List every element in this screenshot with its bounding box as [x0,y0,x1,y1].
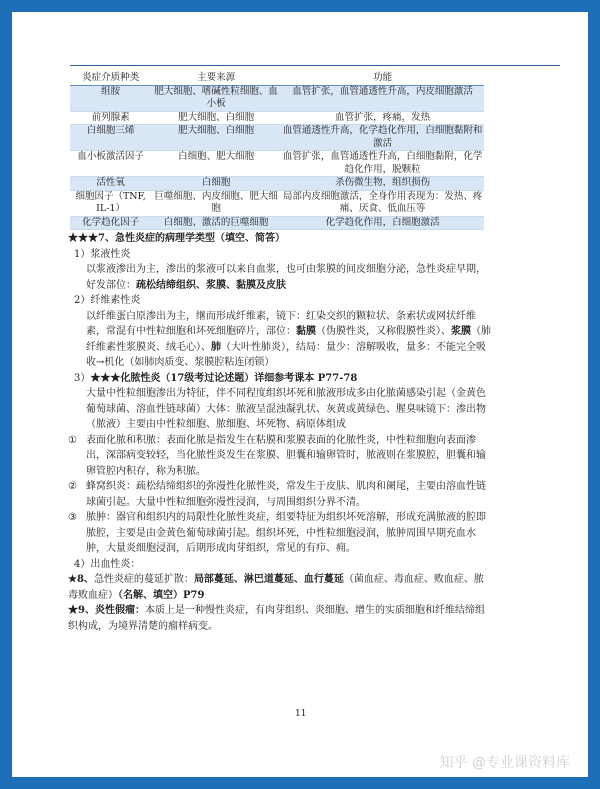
emphasis-text: 炎性假瘤： [94,605,145,616]
table-cell: 前列腺素 [91,111,130,123]
table-cell: 杀伤微生物，组织损伤 [335,177,431,188]
paragraph-text: （伪膜性炎，又称假膜性炎）、 [316,326,451,337]
page-number: 11 [295,709,307,719]
table-cell: 化学趋化因子 [82,216,140,228]
table-header: 主要来源 [197,72,236,83]
table-row [70,177,484,191]
table-cell: 血管扩张，血管通透性升高，内皮细胞激活 [292,85,473,97]
table-cell: 白细胞三烯 [86,125,135,136]
table-header-row [70,72,484,85]
table-row [70,190,484,216]
section-7-title: ★★★7、急性炎症的病理学类型（填空、简答） [68,233,285,244]
table-cell: 局部内皮细胞激活，全身作用表现为：发热、疼痛、厌食、低血压等 [282,190,483,214]
item-marker: ③ [68,512,77,523]
section-text: 本质上是一种慢性炎症，有肉芽组织、炎细胞、增生的实质细胞和纤维结缔组织构成，为境界清楚的瘤样病变。 [68,605,485,632]
table-cell: 巨噬细胞、内皮细胞、肥大细胞 [154,190,278,214]
item-marker: ① [68,434,77,446]
table-cell: 组胺 [101,85,121,97]
table-cell: 活性氧 [96,177,125,188]
table-row [70,85,484,111]
paragraph-text: 以纤维蛋白原渗出为主，继而形成纤维素，镜下：红染交织的颗粒状、条索状或网状纤维素，常混有中性粒细胞和坏死细胞碎片，部位： [86,310,476,337]
section-text: 急性炎症的蔓延扩散： [93,574,194,585]
serous-inflammation-text [68,262,492,293]
paragraph-text: （肺纤维素性浆膜炎、绒毛心）、 [86,326,491,353]
header-rule [70,65,560,66]
emphasis-text: 浆膜 [451,326,471,337]
fibrinous-inflammation-text [68,309,492,371]
table-header: 功能 [373,72,393,83]
list-item [68,433,492,480]
table-cell: 白细胞、肥大细胞 [178,151,255,162]
item-text: 脓肿：器官和组织内的局限性化脓性炎症，组要特征为组织坏死溶解，形成充满脓液的腔即脓腔，主要是由金黄色葡萄球菌引起。组织坏死，中性粒细胞浸润，脓肿周围早期充血水肿，大量炎细胞浸润，后期形成肉芽组织，常见的有疖、痈。 [86,512,486,554]
hemorrhagic-inflammation-heading: 4）出血性炎： [74,558,141,570]
table-row [70,125,484,151]
table-row [70,216,484,230]
item-text: 蜂窝织炎：疏松结缔组织的弥漫性化脓性炎，常发生于皮肤、肌肉和阑尾，主要由溶血性链球菌引起。大量中性粒细胞弥漫性浸润，与周围组织分界不清。 [86,481,486,508]
table-cell: 血管扩张，血管通透性升高，白细胞黏附，化学趋化作用，脱颗粒 [282,151,483,175]
table-cell: 肥大细胞、白细胞 [178,111,255,123]
emphasis-text: 局部蔓延、淋巴道蔓延、血行蔓延 [193,574,344,585]
heading-number: 3） [74,372,91,384]
section-8 [68,572,492,603]
table-cell: 白细胞、激活的巨噬细胞 [163,216,269,228]
inflammatory-mediator-table [70,72,484,230]
document-page [12,12,588,777]
table-row [70,111,484,125]
table-cell: 血小板激活因子 [77,151,144,162]
fibrinous-inflammation-heading: 2）纤维素性炎 [74,295,141,306]
section-9 [68,603,492,634]
table-header: 炎症介质种类 [82,72,140,83]
section-prefix: ★9、 [68,605,95,616]
watermark: 知乎 @专业课资料库 [439,755,570,771]
section-tail: （名解、填空）P79 [118,589,205,601]
item-marker: ② [68,481,77,492]
emphasis-text: 黏膜 [296,326,316,337]
table-cell: 血管通透性升高，化学趋化作用，白细胞黏附和激活 [282,125,483,149]
section-text: （菌血症、毒血症、败血症、脓毒败血症） [68,574,484,601]
paragraph-text: 以浆液渗出为主，渗出的浆液可以来自血浆，也可由浆膜的间皮细胞分泌，急性炎症早期，好发部位： [86,264,486,291]
list-item [68,479,492,510]
suppurative-inflammation-heading [68,371,492,387]
emphasis-text: 肺 [211,341,221,353]
heading-text: ★★★化脓性炎（17级考过论述题）详细参考课本 P77-78 [90,372,358,384]
table-cell: 肥大细胞、白细胞 [178,125,255,136]
suppurative-inflammation-text: 大量中性粒细胞渗出为特征，伴不同程度组织坏死和脓液形成多由化脓菌感染引起（金黄色葡萄球菌、溶血性链球菌）大体：脓液呈混浊凝乳状、灰黄或黄绿色、腥臭味镜下：渗出物（脓液）主要由中性粒细胞、脓细胞、坏死物、病原体组成 [86,388,486,430]
table-cell: 血管扩张，疼痛，发热 [335,111,431,123]
table-cell: 肥大细胞、嗜碱性粒细胞、血小板 [154,85,278,109]
item-text: 表面化脓和积脓：表面化脓是指发生在粘膜和浆膜表面的化脓性炎，中性粒细胞向表面渗出，深部病变较轻，当化脓性炎发生在浆膜、胆囊和输卵管时，脓液则在浆膜腔，胆囊和输卵管腔内积存，称为积脓。 [86,434,486,477]
content-area [68,72,492,634]
paragraph-text: （大叶性肺炎），结局：量少：溶解吸收，量多：不能完全吸收→机化（如肺肉质变、浆膜腔粘连闭锁） [86,341,486,368]
table-cell: 化学趋化作用，白细胞激活 [325,216,440,228]
table-row [70,151,484,177]
table-cell: 细胞因子（TNF, IL-1） [75,190,146,214]
list-item [68,510,492,557]
emphasis-text: 疏松结缔组织、浆膜、黏膜及皮肤 [136,279,286,291]
section-prefix: ★8、 [68,574,94,585]
serous-inflammation-heading: 1）浆液性炎 [74,248,131,260]
table-cell: 白细胞 [201,177,231,188]
